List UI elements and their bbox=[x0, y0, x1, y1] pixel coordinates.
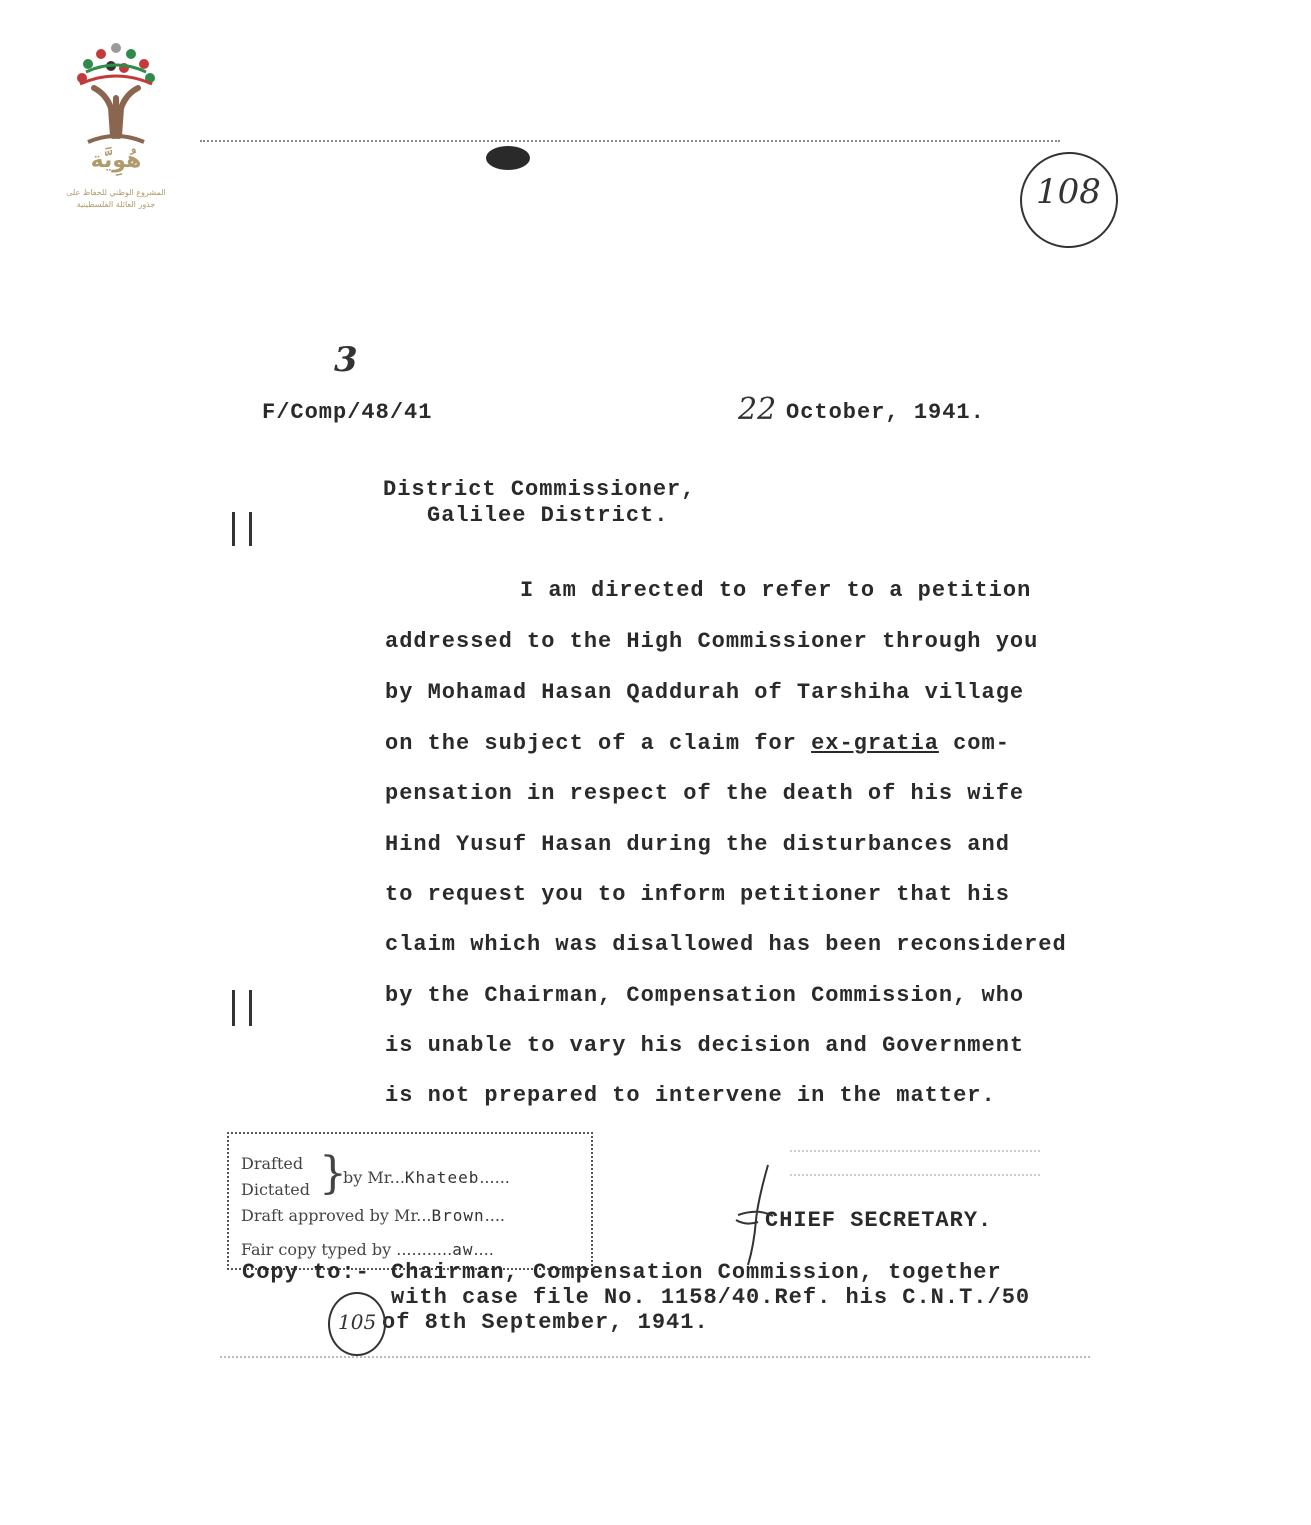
body-line-2: addressed to the High Commissioner through you bbox=[385, 629, 1039, 654]
logo-tagline-line2: جذور العائلة الفلسطينية bbox=[76, 200, 156, 209]
bottom-number: 105 bbox=[338, 1310, 377, 1334]
stamp-typed-label: Fair copy typed by bbox=[241, 1240, 392, 1259]
body-line-8: claim which was disallowed has been reconsidered bbox=[385, 932, 1067, 957]
folio-number: 108 bbox=[1036, 172, 1101, 212]
body-line-4 bbox=[385, 731, 1010, 756]
body-line-5: pensation in respect of the death of his wife bbox=[385, 781, 1025, 806]
body-line-1: I am directed to refer to a petition bbox=[520, 578, 1032, 603]
signature-title: CHIEF SECRETARY. bbox=[765, 1208, 993, 1233]
copy-to-line-3: of 8th September, 1941. bbox=[382, 1310, 709, 1335]
addressee-line-1: District Commissioner, bbox=[383, 477, 696, 502]
stamp-typed-value: aw bbox=[452, 1240, 474, 1259]
body-line-9: by the Chairman, Compensation Commission, who bbox=[385, 983, 1025, 1008]
bottom-dotted-edge bbox=[220, 1356, 1090, 1358]
body-line-4-start: on the subject of a claim for bbox=[385, 731, 812, 756]
typed-date: October, 1941. bbox=[786, 400, 985, 425]
body-line-6: Hind Yusuf Hasan during the disturbances and bbox=[385, 832, 1010, 857]
family-tree-logo-icon bbox=[66, 38, 166, 148]
copy-to-line-1: Chairman, Compensation Commission, together bbox=[391, 1260, 1002, 1285]
faint-stamp-text bbox=[790, 1150, 1040, 1176]
body-line-3: by Mohamad Hasan Qaddurah of Tarshiha village bbox=[385, 680, 1025, 705]
body-line-11: is not prepared to intervene in the matter. bbox=[385, 1083, 996, 1108]
stamp-typed-row: Fair copy typed by ...........aw.... bbox=[241, 1240, 494, 1259]
body-line-4-end: com- bbox=[938, 731, 1010, 756]
stamp-dictated: Dictated bbox=[241, 1180, 311, 1199]
drafting-stamp bbox=[227, 1132, 593, 1270]
stamp-drafted: Drafted bbox=[241, 1154, 304, 1173]
stamp-by-label: by Mr. bbox=[343, 1168, 395, 1187]
binder-hole-mark bbox=[486, 146, 530, 170]
ex-gratia-emphasis: ex-gratia bbox=[811, 731, 939, 756]
handwritten-date-day: 22 bbox=[738, 392, 777, 427]
margin-tick-mark-2 bbox=[232, 990, 252, 1026]
body-line-7: to request you to inform petitioner that his bbox=[385, 882, 1010, 907]
margin-tick-mark-1 bbox=[232, 512, 252, 546]
copy-to-label: Copy to:- bbox=[242, 1260, 370, 1285]
stamp-by-row: by Mr...Khateeb...... bbox=[343, 1168, 510, 1187]
stamp-by-value: Khateeb bbox=[404, 1168, 480, 1187]
stamp-approved-value: Brown bbox=[431, 1206, 485, 1225]
file-reference: F/Comp/48/41 bbox=[262, 400, 433, 425]
stamp-brace: } bbox=[319, 1148, 347, 1199]
stamp-approved-row: Draft approved by Mr...Brown.... bbox=[241, 1206, 506, 1225]
organization-logo bbox=[66, 38, 166, 213]
top-dotted-edge bbox=[200, 140, 1060, 142]
body-line-10: is unable to vary his decision and Government bbox=[385, 1033, 1025, 1058]
stamp-approved-label: Draft approved by Mr. bbox=[241, 1206, 422, 1225]
margin-check-mark: 3 bbox=[334, 340, 358, 380]
addressee-line-2: Galilee District. bbox=[427, 503, 669, 528]
copy-to-line-2: with case file No. 1158/40.Ref. his C.N.T./50 bbox=[391, 1285, 1031, 1310]
logo-tagline-line1: المشروع الوطني للحفاظ على bbox=[66, 188, 166, 197]
logo-arabic-name: هُوِيَّة bbox=[90, 148, 142, 173]
